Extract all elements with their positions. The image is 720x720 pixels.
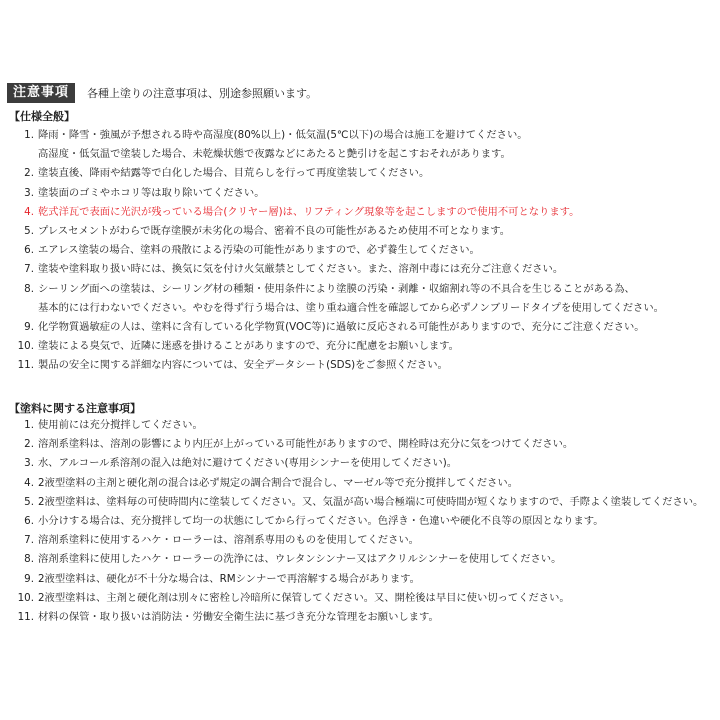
item-number: 8. [24, 282, 34, 295]
list-item [12, 493, 712, 512]
item-text: 2液型塗料は、硬化が不十分な場合は、RMシンナーで再溶解する場合があります。 [38, 572, 420, 585]
item-number: 11. [17, 359, 34, 372]
item-number: 1. [24, 419, 34, 431]
warning-item [12, 203, 712, 222]
list-item [12, 416, 712, 435]
item-text: 2液型塗料は、塗料毎の可使時間内に塗装してください。又、気温が高い場合極端に可使時間が短くなりますので、手際よく塗装してください。 [38, 495, 704, 508]
item-continuation: 基本的には行わないでください。やむを得ず行う場合は、塗り重ね適合性を確認してから必ずノンブリードタイプを使用してください。 [38, 301, 664, 314]
list-item [12, 589, 712, 608]
item-text: 水、アルコール系溶剤の混入は絶対に避けてください(専用シンナーを使用してください)。 [38, 457, 458, 470]
item-text: 溶剤系塗料は、溶剤の影響により内圧が上がっている可能性がありますので、開栓時は充分に気をつけてください。 [38, 438, 574, 451]
item-number: 8. [24, 553, 34, 566]
item-number: 10. [17, 591, 34, 604]
item-number: 4. [24, 476, 34, 489]
list-item [12, 608, 712, 627]
item-text: 塗装面のゴミやホコリ等は取り除いてください。 [38, 186, 265, 199]
list-item [12, 531, 712, 550]
item-number: 11. [17, 611, 34, 624]
item-number: 5. [24, 495, 34, 508]
item-continuation: 高湿度・低気温で塗装した場合、未乾燥状態で夜露などにあたると艶引けを起こすおそれがあります。 [38, 148, 511, 161]
item-text: 塗装による臭気で、近隣に迷惑を掛けることがありますので、充分に配慮をお願いします。 [38, 340, 459, 353]
item-text: 溶剤系塗料に使用するハケ・ローラーは、溶剤系専用のものを使用してください。 [38, 534, 419, 547]
header [7, 83, 317, 103]
item-number: 2. [24, 167, 34, 180]
list-item [12, 435, 712, 454]
item-number: 5. [24, 225, 34, 238]
list-item [12, 570, 712, 589]
item-text: 溶剤系塗料に使用したハケ・ローラーの洗浄には、ウレタンシンナー又はアクリルシンナーを使用してください。 [38, 553, 562, 566]
header-note: 各種上塗りの注意事項は、別途参照願います。 [87, 87, 318, 100]
item-number: 2. [24, 438, 34, 451]
item-number: 10. [17, 340, 34, 353]
list-item [12, 356, 712, 375]
item-text: 材料の保管・取り扱いは消防法・労働安全衛生法に基づき充分な管理をお願いします。 [38, 611, 439, 624]
list-item [12, 512, 712, 531]
item-text: プレスセメントがわらで既存塗膜が未劣化の場合、密着不良の可能性があるため使用不可となります。 [38, 225, 511, 238]
item-number: 7. [24, 534, 34, 547]
item-text: 2液型塗料の主剤と硬化剤の混合は必ず規定の調合割合で混合し、マーゼル等で充分撹拌してください。 [38, 476, 518, 489]
item-number: 3. [24, 186, 34, 199]
item-text: 化学物質過敏症の人は、塗料に含有している化学物質(VOC等)に過敏に反応される可能性がありますので、充分にご注意ください。 [38, 321, 645, 334]
item-number: 7. [24, 263, 34, 276]
item-text: 使用前には充分撹拌してください。 [38, 419, 203, 431]
list-item [12, 126, 712, 145]
item-number: 6. [24, 244, 34, 257]
spec-section-title: 【仕様全般】 [9, 110, 75, 123]
list-item [12, 550, 712, 569]
item-number: 9. [24, 572, 34, 585]
item-number: 3. [24, 457, 34, 470]
list-item [12, 184, 712, 203]
item-number: 6. [24, 515, 34, 528]
list-item [12, 241, 712, 260]
list-item [12, 164, 712, 183]
item-text: 2液型塗料は、主剤と硬化剤は別々に密栓し冷暗所に保管してください。又、開栓後は早目に使い切ってください。 [38, 591, 570, 604]
item-text: 乾式洋瓦で表面に光沢が残っている場合(クリヤー層)は、リフティング現象等を起こしますので使用不可となります。 [38, 205, 580, 218]
list-item [12, 280, 712, 299]
item-text: 小分けする場合は、充分撹拌して均一の状態にしてから行ってください。色浮き・色違いや硬化不良等の原因となります。 [38, 515, 604, 528]
notice-badge: 注意事項 [7, 83, 75, 103]
list-item [12, 260, 712, 279]
item-number: 1. [24, 129, 34, 141]
item-text: 製品の安全に関する詳細な内容については、安全データシート(SDS)をご参照ください。 [38, 359, 448, 372]
item-number: 9. [24, 321, 34, 334]
paint-list [12, 416, 712, 627]
item-text: シーリング面への塗装は、シーリング材の種類・使用条件により塗膜の汚染・剥離・収縮割れ等の不具合を生じることがある為、 [38, 282, 635, 295]
spec-list [12, 126, 712, 376]
list-item [12, 474, 712, 493]
item-text: 塗装直後、降雨や結露等で白化した場合、目荒らしを行って再度塗装してください。 [38, 167, 430, 180]
list-item [12, 318, 712, 337]
list-item [12, 337, 712, 356]
item-text: 降雨・降雪・強風が予想される時や高湿度(80%以上)・低気温(5℃以下)の場合は施工を避けてください。 [38, 129, 528, 141]
item-text: エアレス塗装の場合、塗料の飛散による汚染の可能性がありますので、必ず養生してください。 [38, 244, 480, 257]
list-item [12, 222, 712, 241]
list-item [12, 454, 712, 473]
item-text: 塗装や塗料取り扱い時には、換気に気を付け火気厳禁としてください。また、溶剤中毒には充分ご注意ください。 [38, 263, 564, 276]
paint-section-title: 【塗料に関する注意事項】 [9, 402, 141, 415]
item-number: 4. [24, 205, 34, 218]
